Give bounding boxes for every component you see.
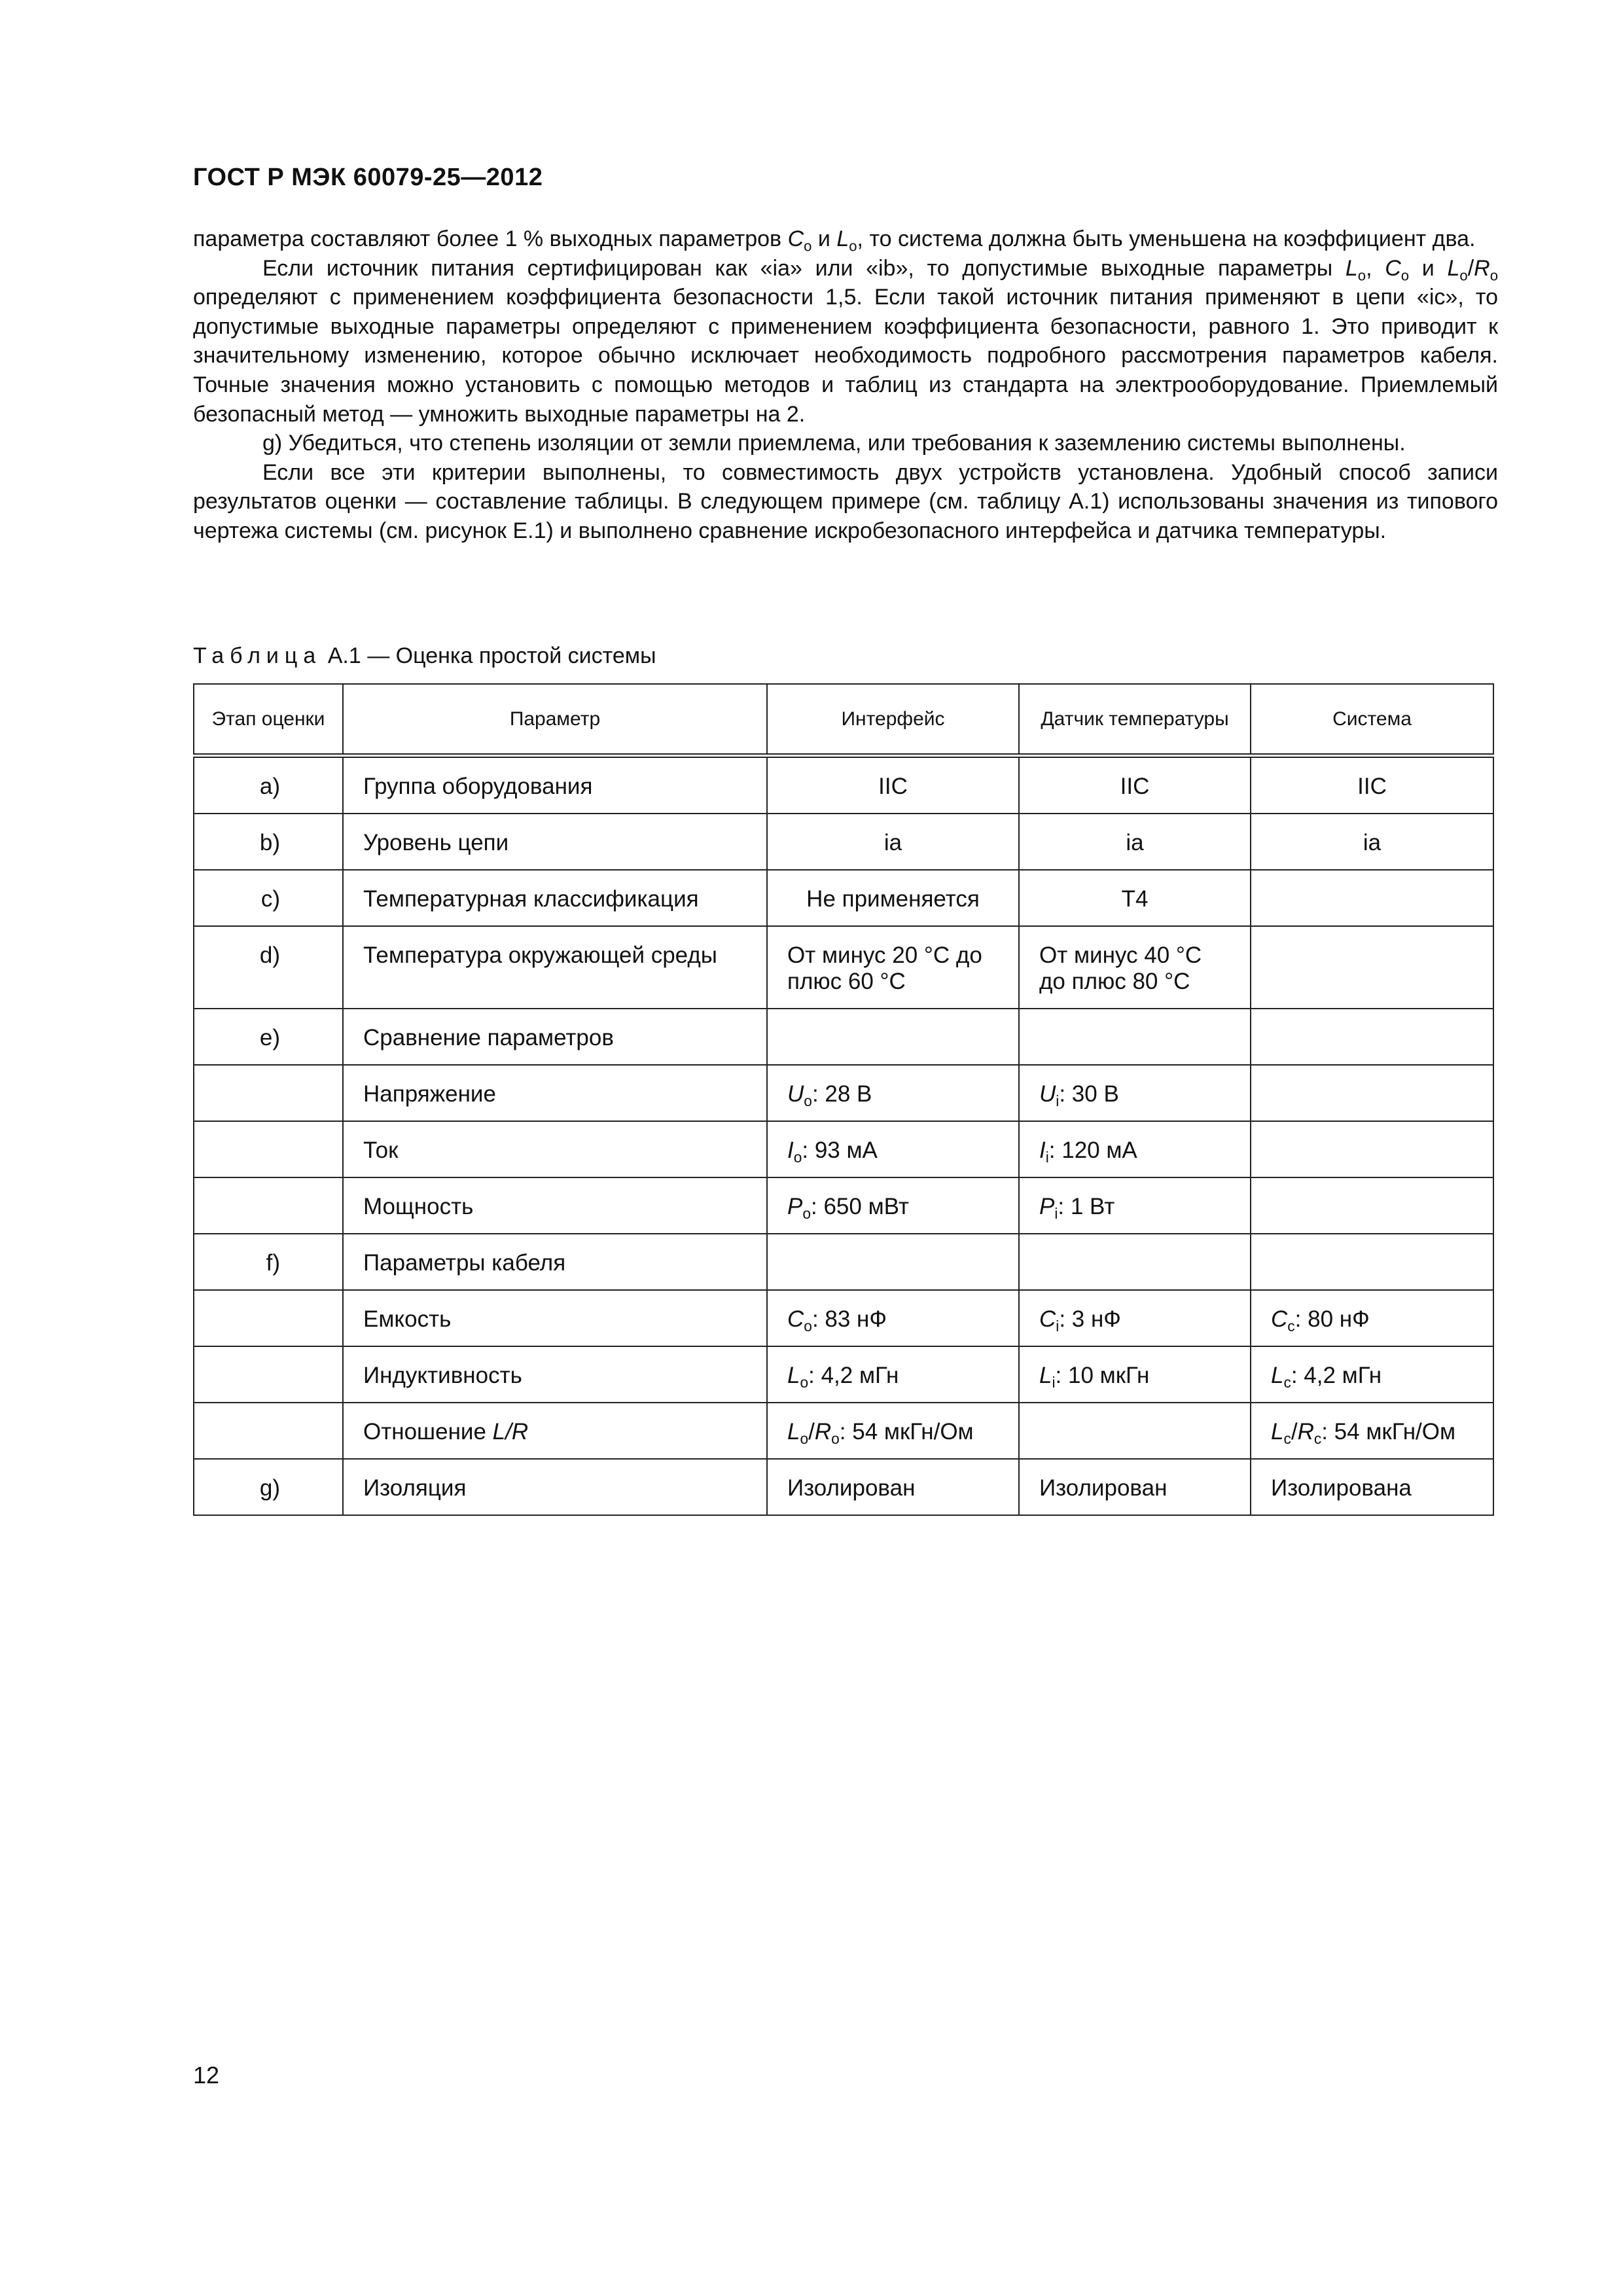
cell-step — [194, 1403, 343, 1459]
cell-step: d) — [194, 926, 343, 1009]
cell-system: $C_c$: 80 нФ — [1251, 1290, 1493, 1346]
cell-sensor: $U_i$: 30 В — [1019, 1065, 1251, 1121]
cell-step — [194, 1346, 343, 1403]
cell-parameter: Группа оборудования — [343, 756, 767, 814]
cell-parameter: Напряжение — [343, 1065, 767, 1121]
table-header-row — [194, 684, 1493, 756]
cell-parameter: Изоляция — [343, 1459, 767, 1515]
cell-sensor: Изолирован — [1019, 1459, 1251, 1515]
header-parameter: Параметр — [343, 684, 767, 756]
cell-interface: IIC — [767, 756, 1019, 814]
cell-parameter: Параметры кабеля — [343, 1234, 767, 1290]
cell-system: Изолирована — [1251, 1459, 1493, 1515]
page-number: 12 — [193, 2062, 220, 2089]
cell-sensor — [1019, 1009, 1251, 1065]
cell-interface — [767, 1009, 1019, 1065]
cell-system: $L_c/R_c$: 54 мкГн/Ом — [1251, 1403, 1493, 1459]
cell-sensor: T4 — [1019, 870, 1251, 926]
header-sensor: Датчик температуры — [1019, 684, 1251, 756]
header-system: Система — [1251, 684, 1493, 756]
table-row — [194, 1290, 1493, 1346]
cell-sensor — [1019, 1403, 1251, 1459]
cell-interface: $U_o$: 28 В — [767, 1065, 1019, 1121]
cell-sensor: $L_i$: 10 мкГн — [1019, 1346, 1251, 1403]
cell-system — [1251, 926, 1493, 1009]
cell-interface: $P_o$: 650 мВт — [767, 1177, 1019, 1234]
cell-sensor: IIC — [1019, 756, 1251, 814]
cell-step: e) — [194, 1009, 343, 1065]
table-row — [194, 814, 1493, 870]
cell-step — [194, 1065, 343, 1121]
cell-parameter: Отношение L/R — [343, 1403, 767, 1459]
cell-interface: ia — [767, 814, 1019, 870]
cell-step — [194, 1290, 343, 1346]
table-row — [194, 756, 1493, 814]
cell-interface — [767, 1234, 1019, 1290]
table-row — [194, 870, 1493, 926]
cell-system: $L_c$: 4,2 мГн — [1251, 1346, 1493, 1403]
cell-interface: $L_o/R_o$: 54 мкГн/Ом — [767, 1403, 1019, 1459]
table-row — [194, 1009, 1493, 1065]
paragraph-2: Если источник питания сертифицирован как «ia» или «ib», то допустимые выходные параметры $L_o$, $C_o$ и $L_o/R_o$ определяют с применением коэффициента безопасности 1,5. Если такой источник питания применяют в цепи «ic», то допустимые выходные параметры определяют с применением коэффициента безопасности, равного 1. Это приводит к значительному изменению, которое обычно исключает необходимость подробного рассмотрения параметров кабеля. Точные значения можно установить с помощью методов и таблиц из стандарта на электрооборудование. Приемлемый безопасный метод — умножить выходные параметры на 2. — [193, 255, 1498, 427]
cell-system — [1251, 870, 1493, 926]
cell-step: f) — [194, 1234, 343, 1290]
cell-parameter: Индуктивность — [343, 1346, 767, 1403]
table-row — [194, 1346, 1493, 1403]
cell-system — [1251, 1177, 1493, 1234]
cell-system: IIC — [1251, 756, 1493, 814]
cell-sensor: $I_i$: 120 мА — [1019, 1121, 1251, 1177]
table-row — [194, 1403, 1493, 1459]
cell-interface: $C_o$: 83 нФ — [767, 1290, 1019, 1346]
header-step: Этап оценки — [194, 684, 343, 756]
cell-sensor: От минус 40 °С до плюс 80 °С — [1019, 926, 1251, 1009]
body-text — [193, 224, 1498, 546]
cell-sensor: $P_i$: 1 Вт — [1019, 1177, 1251, 1234]
cell-interface: $L_o$: 4,2 мГн — [767, 1346, 1019, 1403]
cell-system — [1251, 1009, 1493, 1065]
cell-interface: Не применяется — [767, 870, 1019, 926]
cell-step: c) — [194, 870, 343, 926]
cell-sensor — [1019, 1234, 1251, 1290]
cell-parameter: Емкость — [343, 1290, 767, 1346]
table-row — [194, 1121, 1493, 1177]
table-row — [194, 926, 1493, 1009]
cell-system — [1251, 1234, 1493, 1290]
cell-system — [1251, 1121, 1493, 1177]
table-caption: Таблица А.1 — Оценка простой системы — [193, 643, 656, 668]
cell-step — [194, 1177, 343, 1234]
document-header: ГОСТ Р МЭК 60079-25—2012 — [193, 164, 543, 191]
cell-parameter: Ток — [343, 1121, 767, 1177]
cell-sensor: ia — [1019, 814, 1251, 870]
cell-step: g) — [194, 1459, 343, 1515]
cell-system — [1251, 1065, 1493, 1121]
paragraph-3: g) Убедиться, что степень изоляции от земли приемлема, или требования к заземлению системы выполнены. — [262, 431, 1406, 456]
assessment-table — [193, 683, 1494, 1516]
paragraph-1: параметра составляют более 1 % выходных параметров $C_o$ и $L_o$, то система должна быть уменьшена на коэффициент два. — [193, 226, 1476, 255]
paragraph-4: Если все эти критерии выполнены, то совместимость двух устройств установлена. Удобный способ записи результатов оценки — составление таблицы. В следующем примере (см. таблицу А.1) использованы значения из типового чертежа системы (см. рисунок Е.1) и выполнено сравнение искробезопасного интерфейса и датчика температуры. — [193, 459, 1498, 543]
cell-parameter: Уровень цепи — [343, 814, 767, 870]
cell-parameter: Сравнение параметров — [343, 1009, 767, 1065]
cell-interface: От минус 20 °С до плюс 60 °С — [767, 926, 1019, 1009]
cell-step: a) — [194, 756, 343, 814]
cell-step: b) — [194, 814, 343, 870]
cell-parameter: Мощность — [343, 1177, 767, 1234]
cell-parameter: Температура окружающей среды — [343, 926, 767, 1009]
cell-system: ia — [1251, 814, 1493, 870]
table-row — [194, 1177, 1493, 1234]
cell-sensor: $C_i$: 3 нФ — [1019, 1290, 1251, 1346]
cell-interface: Изолирован — [767, 1459, 1019, 1515]
table-row — [194, 1459, 1493, 1515]
header-interface: Интерфейс — [767, 684, 1019, 756]
cell-interface: $I_o$: 93 мА — [767, 1121, 1019, 1177]
cell-step — [194, 1121, 343, 1177]
table-row — [194, 1234, 1493, 1290]
table-row — [194, 1065, 1493, 1121]
cell-parameter: Температурная классификация — [343, 870, 767, 926]
